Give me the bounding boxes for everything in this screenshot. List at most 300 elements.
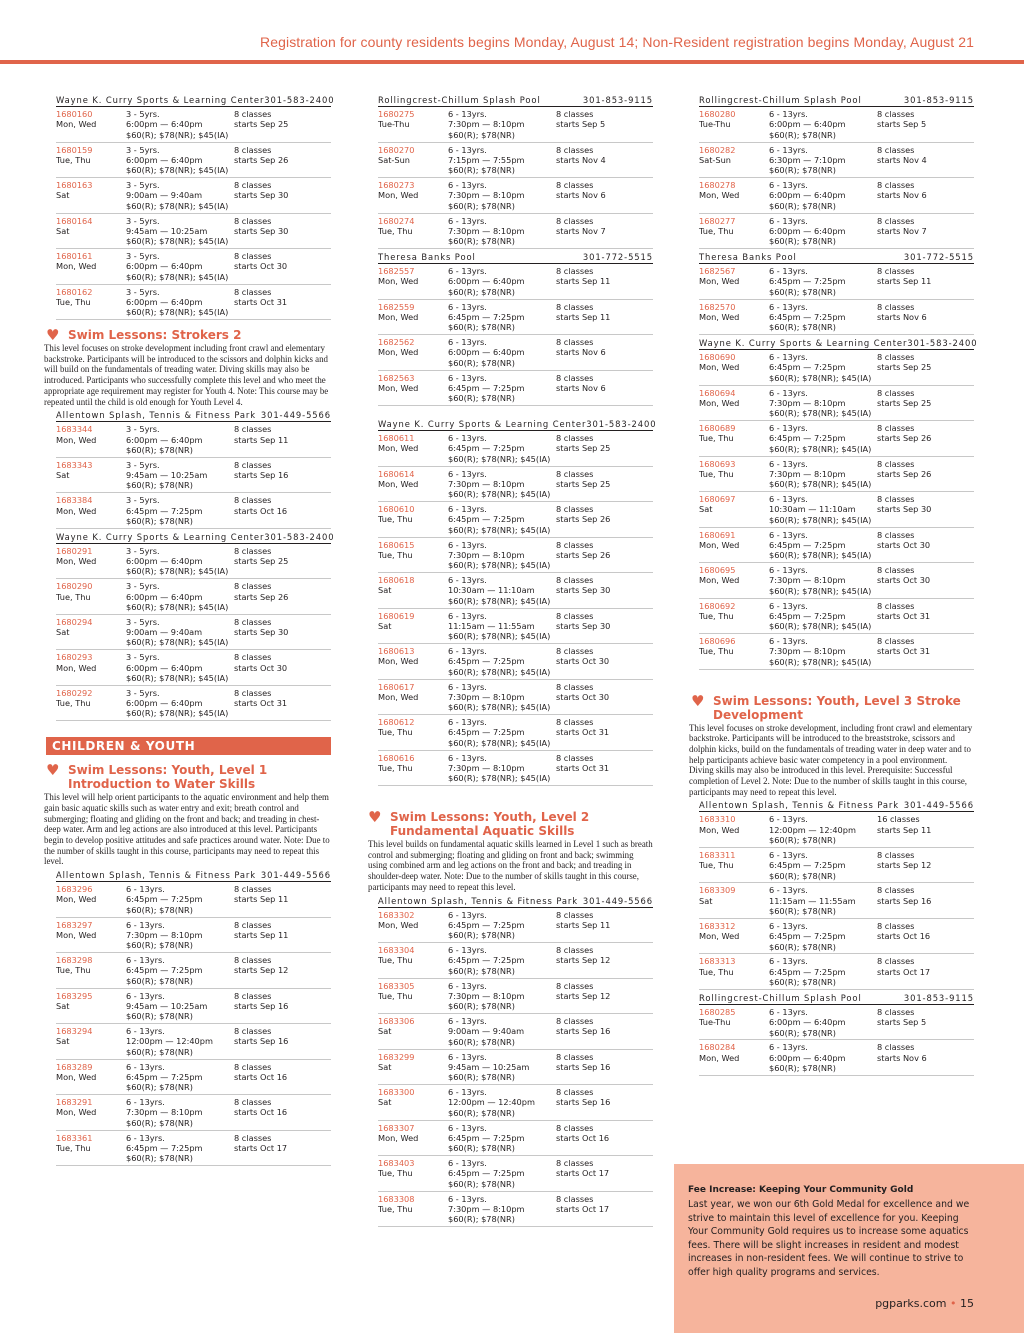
- class-age: 6 - 13yrs.: [769, 529, 808, 540]
- class-code-link[interactable]: 1680616: [378, 752, 415, 763]
- class-code-link[interactable]: 1680693: [699, 458, 736, 469]
- class-time: 6:00pm — 6:40pm: [769, 190, 846, 201]
- class-listing: [56, 953, 331, 989]
- class-listing: [56, 1024, 331, 1060]
- course-description: This level focuses on stroke development, including front crawl and elementary backstroke. Participants will be introduced to the breaststroke, scissors and dolphin kicks, build on the fundamentals of treading water in deep water and to help participants achieve basic water competency in a pool environment. Diving skills may also be introduced in this level. Prerequisite: Successful completion of Level 2. Note: Due to the number of skills taught in this course, participants may need to repeat this level.: [689, 722, 973, 797]
- class-start-date: starts Sep 30: [877, 504, 932, 515]
- class-code-link[interactable]: 1680274: [378, 215, 415, 226]
- class-start-date: starts Sep 30: [234, 190, 289, 201]
- class-code-link[interactable]: 1680275: [378, 109, 415, 119]
- class-fee: $60(R); $78(NR): [448, 165, 515, 176]
- class-fee: $60(R); $78(NR): [448, 1001, 515, 1012]
- class-days: Sat: [56, 1000, 70, 1011]
- page-footer: [875, 1297, 974, 1310]
- class-time: 6:30pm — 7:10pm: [769, 154, 846, 165]
- class-fee: $60(R); $78(NR): [126, 1153, 193, 1164]
- class-code-link[interactable]: 1682567: [699, 266, 736, 276]
- location-phone: 301-583-2400: [264, 531, 335, 542]
- class-start-date: starts Sep 16: [234, 1000, 289, 1011]
- class-code-link[interactable]: 1680278: [699, 180, 736, 190]
- class-start-date: starts Sep 26: [234, 591, 289, 602]
- class-count: 8 classes: [556, 646, 594, 656]
- class-code-link[interactable]: 1680293: [56, 652, 93, 663]
- class-code-link[interactable]: 1682557: [378, 266, 415, 276]
- class-days: Mon, Wed: [56, 894, 97, 905]
- class-fee: $60(R); $78(NR): [769, 1063, 836, 1074]
- class-start-date: starts Oct 17: [556, 1168, 610, 1179]
- class-code-link[interactable]: 1683361: [56, 1132, 93, 1143]
- class-age: 6 - 13yrs.: [769, 636, 808, 646]
- class-fee: $60(R); $78(NR): [448, 1072, 515, 1083]
- class-start-date: starts Sep 11: [556, 276, 611, 287]
- class-listing: [699, 848, 974, 884]
- class-start-date: starts Sep 11: [877, 824, 932, 835]
- class-days: Tue, Thu: [699, 225, 734, 236]
- class-code-link[interactable]: 1682570: [699, 301, 736, 312]
- class-code-link[interactable]: 1680162: [56, 286, 93, 297]
- class-age: 3 - 5yrs.: [126, 652, 160, 663]
- class-count: 8 classes: [556, 717, 594, 727]
- class-start-date: starts Oct 16: [234, 1107, 288, 1118]
- class-listing: [699, 812, 974, 848]
- class-age: 6 - 13yrs.: [448, 109, 487, 119]
- class-code-link[interactable]: 1683308: [378, 1193, 415, 1204]
- class-count: 8 classes: [877, 180, 915, 190]
- class-time: 6:45pm — 7:25pm: [769, 539, 846, 550]
- class-time: 6:45pm — 7:25pm: [448, 514, 525, 525]
- class-listing: [378, 107, 653, 143]
- class-code-link[interactable]: 1680280: [699, 109, 736, 119]
- class-fee: $60(R); $78(NR): [126, 1046, 193, 1057]
- class-fee: $60(R); $78(NR); $45(IA): [448, 666, 551, 677]
- class-days: Tue, Thu: [378, 1168, 413, 1179]
- class-age: 6 - 13yrs.: [448, 909, 487, 920]
- class-code-link[interactable]: 1680290: [56, 581, 93, 592]
- class-code-link[interactable]: 1680160: [56, 109, 93, 119]
- class-code-link[interactable]: 1680689: [699, 423, 736, 433]
- class-fee: $60(R); $78(NR); $45(IA): [448, 702, 551, 713]
- class-listing: [378, 751, 653, 787]
- class-code-link[interactable]: 1683309: [699, 885, 736, 896]
- class-fee: $60(R); $78(NR): [126, 1011, 193, 1022]
- class-age: 6 - 13yrs.: [448, 610, 487, 621]
- class-listing: [378, 943, 653, 979]
- class-start-date: starts Sep 25: [556, 478, 611, 489]
- class-fee: $60(R); $78(NR): [769, 1027, 836, 1038]
- class-start-date: starts Sep 26: [877, 468, 932, 479]
- class-fee: $60(R); $78(NR): [769, 870, 836, 881]
- class-listing: [378, 979, 653, 1015]
- class-age: 6 - 13yrs.: [769, 565, 808, 575]
- class-code-link[interactable]: 1680161: [56, 251, 93, 261]
- class-days: Sat: [378, 1061, 392, 1072]
- class-listing: [378, 1014, 653, 1050]
- class-time: 6:45pm — 7:25pm: [448, 955, 525, 966]
- class-fee: $60(R); $78(NR); $45(IA): [126, 200, 229, 211]
- class-age: 6 - 13yrs.: [448, 504, 487, 514]
- class-code-link[interactable]: 1680694: [699, 387, 736, 398]
- class-code-link[interactable]: 1680691: [699, 529, 736, 540]
- class-fee: $60(R); $78(NR); $45(IA): [769, 479, 872, 490]
- class-start-date: starts Sep 30: [556, 620, 611, 631]
- class-days: Mon, Wed: [56, 505, 97, 516]
- class-start-date: starts Oct 17: [556, 1203, 610, 1214]
- heart-icon: ♥: [368, 808, 382, 826]
- class-code-link[interactable]: 1683300: [378, 1087, 415, 1098]
- class-listing: [56, 544, 331, 580]
- class-start-date: starts Nov 6: [556, 347, 606, 358]
- class-fee: $60(R); $78(NR): [769, 941, 836, 952]
- class-listing: [378, 715, 653, 751]
- class-code-link[interactable]: 1683384: [56, 495, 93, 506]
- class-listing: [56, 107, 331, 143]
- column-3: [689, 92, 978, 1076]
- class-time: 7:30pm — 8:10pm: [769, 468, 846, 479]
- class-code-link[interactable]: 1680159: [56, 144, 93, 155]
- class-code-link[interactable]: 1683299: [378, 1051, 415, 1062]
- class-age: 3 - 5yrs.: [126, 459, 160, 470]
- class-days: Tue, Thu: [699, 860, 734, 871]
- class-days: Mon, Wed: [56, 261, 97, 272]
- class-start-date: starts Oct 17: [877, 966, 931, 977]
- class-start-date: starts Sep 25: [234, 119, 289, 130]
- class-fee: $60(R); $78(NR): [126, 1082, 193, 1093]
- class-listing: [56, 458, 331, 494]
- class-age: 6 - 13yrs.: [769, 494, 808, 504]
- course-title: [46, 328, 331, 342]
- class-code-link[interactable]: 1680696: [699, 636, 736, 646]
- class-days: Tue-Thu: [699, 1017, 731, 1028]
- class-code-link[interactable]: 1680612: [378, 717, 415, 727]
- class-code-link[interactable]: 1683403: [378, 1158, 415, 1169]
- class-code-link[interactable]: 1683305: [378, 980, 415, 991]
- class-code-link[interactable]: 1680614: [378, 468, 415, 479]
- class-listing: [56, 989, 331, 1025]
- class-time: 7:15pm — 7:55pm: [448, 154, 525, 165]
- class-code-link[interactable]: 1683313: [699, 956, 736, 967]
- class-days: Tue, Thu: [699, 966, 734, 977]
- class-code-link[interactable]: 1680695: [699, 565, 736, 575]
- class-time: 11:15am — 11:55am: [769, 895, 856, 906]
- class-start-date: starts Sep 30: [556, 585, 611, 596]
- class-days: Tue, Thu: [378, 990, 413, 1001]
- class-code-link[interactable]: 1683294: [56, 1026, 93, 1037]
- class-days: Sat: [56, 470, 70, 481]
- class-fee: $60(R); $78(NR): [448, 965, 515, 976]
- class-code-link[interactable]: 1683343: [56, 459, 93, 470]
- class-code-link[interactable]: 1680282: [699, 144, 736, 155]
- class-time: 6:45pm — 7:25pm: [448, 656, 525, 667]
- class-age: 6 - 13yrs.: [448, 337, 487, 347]
- class-fee: $60(R); $78(NR): [448, 1214, 515, 1225]
- class-days: Mon, Wed: [699, 824, 740, 835]
- class-listing: [699, 1040, 974, 1076]
- class-fee: $60(R); $78(NR): [126, 480, 193, 491]
- class-age: 6 - 13yrs.: [126, 1132, 165, 1143]
- class-code-link[interactable]: 1682559: [378, 301, 415, 312]
- class-fee: $60(R); $78(NR): [126, 975, 193, 986]
- location-header: [378, 418, 657, 431]
- class-fee: $60(R); $78(NR): [448, 322, 515, 333]
- class-count: 8 classes: [556, 468, 594, 479]
- class-start-date: starts Oct 30: [556, 656, 610, 667]
- class-code-link[interactable]: 1683311: [699, 849, 736, 860]
- class-days: Mon, Wed: [699, 931, 740, 942]
- class-time: 12:00pm — 12:40pm: [126, 1036, 213, 1047]
- class-listing: [56, 214, 331, 250]
- class-fee: $60(R); $78(NR); $45(IA): [126, 566, 229, 577]
- class-fee: $60(R); $78(NR): [448, 1107, 515, 1118]
- class-fee: $60(R); $78(NR): [126, 904, 193, 915]
- location-name: Allentown Splash, Tennis & Fitness Park: [56, 410, 257, 421]
- class-fee: $60(R); $78(NR); $45(IA): [769, 372, 872, 383]
- class-listing: [56, 1060, 331, 1096]
- class-listing: [699, 107, 974, 143]
- class-fee: $60(R); $78(NR); $45(IA): [126, 271, 229, 282]
- class-listing: [378, 431, 653, 467]
- class-code-link[interactable]: 1680270: [378, 144, 415, 155]
- class-age: 6 - 13yrs.: [769, 352, 808, 362]
- class-time: 6:00pm — 6:40pm: [448, 347, 525, 358]
- class-count: 8 classes: [234, 1132, 272, 1143]
- class-code-link[interactable]: 1680692: [699, 600, 736, 611]
- class-count: 8 classes: [556, 610, 594, 621]
- class-time: 7:30pm — 8:10pm: [448, 762, 525, 773]
- class-code-link[interactable]: 1683344: [56, 424, 93, 435]
- class-code-link[interactable]: 1680618: [378, 575, 415, 585]
- class-fee: $60(R); $78(NR); $45(IA): [448, 453, 551, 464]
- class-count: 8 classes: [556, 681, 594, 692]
- location-name: Allentown Splash, Tennis & Fitness Park: [56, 870, 257, 881]
- class-code-link[interactable]: 1682562: [378, 337, 415, 347]
- class-code-link[interactable]: 1683296: [56, 884, 93, 895]
- location-phone: 301-449-5566: [260, 870, 331, 881]
- heart-icon: ♥: [46, 761, 60, 780]
- class-age: 3 - 5yrs.: [126, 180, 160, 190]
- class-start-date: starts Sep 5: [877, 1017, 927, 1028]
- class-code-link[interactable]: 1683302: [378, 909, 415, 920]
- class-code-link[interactable]: 1683291: [56, 1097, 93, 1108]
- class-time: 10:30am — 11:10am: [769, 504, 856, 515]
- class-age: 6 - 13yrs.: [126, 1061, 165, 1072]
- class-time: 7:30pm — 8:10pm: [448, 478, 525, 489]
- class-days: Tue, Thu: [378, 514, 413, 525]
- class-code-link[interactable]: 1680277: [699, 215, 736, 226]
- class-code-link[interactable]: 1680273: [378, 180, 415, 190]
- class-days: Tue-Thu: [699, 119, 731, 130]
- class-age: 6 - 13yrs.: [769, 266, 808, 276]
- class-age: 6 - 13yrs.: [769, 920, 808, 931]
- class-code-link[interactable]: 1680164: [56, 215, 93, 226]
- class-days: Sat: [699, 895, 713, 906]
- class-days: Mon, Wed: [378, 691, 419, 702]
- class-days: Mon, Wed: [378, 656, 419, 667]
- class-listing: [699, 457, 974, 493]
- location-phone: 301-449-5566: [903, 800, 974, 811]
- class-code-link[interactable]: 1683310: [699, 814, 736, 825]
- class-fee: $60(R); $78(NR): [448, 236, 515, 247]
- class-code-link[interactable]: 1680615: [378, 539, 415, 550]
- class-start-date: starts Sep 5: [877, 119, 927, 130]
- class-days: Sat: [378, 1026, 392, 1037]
- class-count: 8 classes: [877, 266, 915, 276]
- class-days: Sat: [699, 504, 713, 515]
- class-days: Sat: [56, 225, 70, 236]
- class-fee: $60(R); $78(NR); $45(IA): [769, 443, 872, 454]
- class-fee: $60(R); $78(NR): [769, 906, 836, 917]
- class-age: 6 - 13yrs.: [126, 1026, 165, 1037]
- class-listing: [699, 143, 974, 179]
- class-time: 7:30pm — 8:10pm: [448, 691, 525, 702]
- class-time: 6:45pm — 7:25pm: [448, 1132, 525, 1143]
- class-time: 7:30pm — 8:10pm: [448, 190, 525, 201]
- class-age: 6 - 13yrs.: [769, 600, 808, 611]
- location-name: Theresa Banks Pool: [699, 252, 797, 262]
- class-count: 8 classes: [234, 286, 272, 297]
- class-fee: $60(R); $78(NR); $45(IA): [769, 585, 872, 596]
- class-code-link[interactable]: 1680284: [699, 1042, 736, 1053]
- class-listing: [56, 1095, 331, 1131]
- class-count: 16 classes: [877, 814, 920, 825]
- class-days: Sat: [56, 1036, 70, 1047]
- class-count: 8 classes: [877, 352, 915, 362]
- class-count: 8 classes: [234, 581, 272, 592]
- class-time: 6:45pm — 7:25pm: [448, 443, 525, 454]
- class-code-link[interactable]: 1680610: [378, 504, 415, 514]
- class-count: 8 classes: [234, 545, 272, 556]
- class-start-date: starts Sep 30: [234, 627, 289, 638]
- class-days: Mon, Wed: [56, 556, 97, 567]
- location-name: Wayne K. Curry Sports & Learning Center: [699, 338, 908, 348]
- class-listing: [378, 1121, 653, 1157]
- class-days: Mon, Wed: [699, 575, 740, 586]
- class-age: 6 - 13yrs.: [448, 372, 487, 383]
- class-time: 6:45pm — 7:25pm: [126, 894, 203, 905]
- class-count: 8 classes: [556, 144, 594, 155]
- class-code-link[interactable]: 1683298: [56, 955, 93, 966]
- class-age: 6 - 13yrs.: [769, 423, 808, 433]
- class-time: 9:45am — 10:25am: [126, 470, 208, 481]
- class-count: 8 classes: [234, 652, 272, 663]
- class-code-link[interactable]: 1680291: [56, 545, 93, 556]
- class-count: 8 classes: [556, 1087, 594, 1098]
- class-listing: [378, 502, 653, 538]
- class-code-link[interactable]: 1683312: [699, 920, 736, 931]
- class-start-date: starts Nov 6: [877, 1052, 927, 1063]
- location-name: Rollingcrest-Chillum Splash Pool: [699, 95, 862, 105]
- class-listing: [378, 1192, 653, 1228]
- class-code-link[interactable]: 1680617: [378, 681, 415, 692]
- location-phone: 301-583-2400: [907, 338, 978, 348]
- class-code-link[interactable]: 1683307: [378, 1122, 415, 1133]
- class-time: 6:45pm — 7:25pm: [448, 1168, 525, 1179]
- location-name: Wayne K. Curry Sports & Learning Center: [56, 531, 265, 542]
- location-phone: 301-772-5515: [903, 252, 974, 262]
- class-days: Tue, Thu: [56, 965, 91, 976]
- class-days: Tue, Thu: [56, 296, 91, 307]
- class-age: 6 - 13yrs.: [448, 1087, 487, 1098]
- class-start-date: starts Oct 31: [234, 698, 288, 709]
- class-start-date: starts Sep 26: [234, 154, 289, 165]
- class-code-link[interactable]: 1680294: [56, 616, 93, 627]
- class-listing: [378, 143, 653, 179]
- class-code-link[interactable]: 1683289: [56, 1061, 93, 1072]
- class-age: 6 - 13yrs.: [448, 301, 487, 312]
- class-count: 8 classes: [877, 109, 915, 119]
- class-count: 8 classes: [556, 109, 594, 119]
- class-fee: $60(R); $78(NR): [448, 286, 515, 297]
- class-count: 8 classes: [877, 920, 915, 931]
- class-code-link[interactable]: 1680285: [699, 1006, 736, 1017]
- location-phone: 301-583-2400: [586, 419, 657, 429]
- class-days: Mon, Wed: [378, 919, 419, 930]
- class-fee: $60(R); $78(NR): [769, 129, 836, 140]
- class-code-link[interactable]: 1680163: [56, 180, 93, 190]
- class-listing: [378, 467, 653, 503]
- class-code-link[interactable]: 1683297: [56, 919, 93, 930]
- class-start-date: starts Oct 30: [877, 575, 931, 586]
- class-fee: $60(R); $78(NR): [448, 129, 515, 140]
- class-code-link[interactable]: 1682563: [378, 372, 415, 383]
- class-listing: [56, 249, 331, 285]
- class-code-link[interactable]: 1680619: [378, 610, 415, 621]
- class-count: 8 classes: [234, 109, 272, 119]
- class-time: 6:00pm — 6:40pm: [769, 225, 846, 236]
- class-age: 3 - 5yrs.: [126, 616, 160, 627]
- class-days: Tue, Thu: [56, 698, 91, 709]
- location-phone: 301-772-5515: [582, 252, 653, 262]
- class-days: Sat: [56, 627, 70, 638]
- location-header: [56, 869, 331, 882]
- class-code-link[interactable]: 1680611: [378, 433, 415, 443]
- class-time: 6:45pm — 7:25pm: [126, 965, 203, 976]
- class-days: Tue, Thu: [699, 468, 734, 479]
- class-age: 6 - 13yrs.: [448, 539, 487, 550]
- class-time: 6:00pm — 6:40pm: [769, 1017, 846, 1028]
- class-code-link[interactable]: 1680697: [699, 494, 736, 504]
- class-days: Mon, Wed: [378, 190, 419, 201]
- class-days: Mon, Wed: [699, 539, 740, 550]
- class-code-link[interactable]: 1680613: [378, 646, 415, 656]
- class-code-link[interactable]: 1683304: [378, 945, 415, 956]
- class-count: 8 classes: [234, 424, 272, 435]
- class-code-link[interactable]: 1683295: [56, 990, 93, 1001]
- class-count: 8 classes: [556, 504, 594, 514]
- class-fee: $60(R); $78(NR): [126, 444, 193, 455]
- class-start-date: starts Nov 7: [556, 225, 606, 236]
- class-code-link[interactable]: 1683306: [378, 1016, 415, 1027]
- location-name: Theresa Banks Pool: [378, 252, 476, 262]
- class-time: 6:00pm — 6:40pm: [126, 556, 203, 567]
- class-age: 6 - 13yrs.: [448, 1158, 487, 1169]
- class-age: 3 - 5yrs.: [126, 251, 160, 261]
- class-code-link[interactable]: 1680690: [699, 352, 736, 362]
- class-start-date: starts Oct 16: [234, 1071, 288, 1082]
- class-count: 8 classes: [234, 955, 272, 966]
- class-start-date: starts Sep 26: [877, 433, 932, 444]
- class-start-date: starts Oct 31: [556, 762, 610, 773]
- class-time: 7:30pm — 8:10pm: [448, 225, 525, 236]
- class-days: Mon, Wed: [378, 311, 419, 322]
- class-fee: $60(R); $78(NR); $45(IA): [126, 236, 229, 247]
- class-days: Tue, Thu: [699, 433, 734, 444]
- class-count: 8 classes: [234, 1061, 272, 1072]
- class-age: 6 - 13yrs.: [448, 980, 487, 991]
- class-listing: [56, 422, 331, 458]
- class-days: Tue, Thu: [378, 549, 413, 560]
- class-days: Tue, Thu: [699, 610, 734, 621]
- class-code-link[interactable]: 1680292: [56, 687, 93, 698]
